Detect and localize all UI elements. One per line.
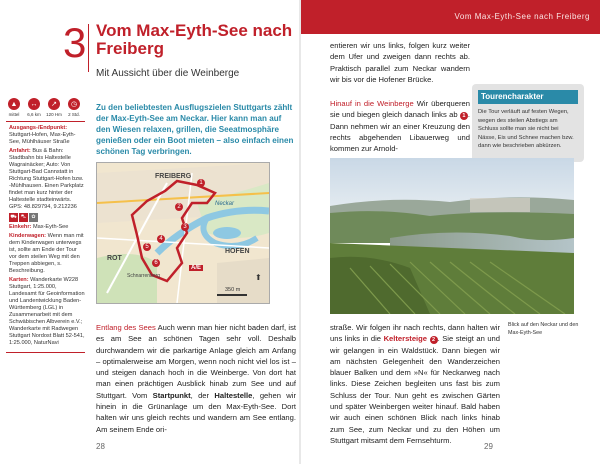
body-text: , der [190, 390, 215, 400]
arrival-label: Anfahrt: [9, 148, 31, 154]
body-text: , gehen wir hinein in die Grünanlage um den Max-Eyth-See. Dort halten wir uns gleich rechts und wandern am See entlang. Am seinem Ende ori- [96, 390, 296, 434]
running-head: Vom Max-Eyth-See nach Freiberg [454, 12, 590, 21]
section-heading: Hinauf in die Weinberge [330, 99, 414, 108]
body-text: . Dann nehmen wir an einer Kreuzung den rechts abgehenden Libauerweg und kommen zur Arnold- [330, 110, 470, 154]
body-text: straße. Wir folgen ihr nach rechts, dann halten wir uns links in die [330, 323, 500, 344]
route-map [96, 162, 270, 304]
map-waypoint: 6 [152, 259, 160, 267]
map-start-end-marker: A/E [191, 265, 202, 271]
mountain-icon: ▲ [8, 98, 20, 110]
body-text: Wir überqueren sie und biegen gleich danach links ab [330, 99, 470, 120]
stat-value: 2 Std. [68, 112, 80, 117]
right-body-bottom [330, 322, 500, 446]
intro-text: Zu den beliebtesten Ausflugszielen Stuttgarts zählt der Max-Eyth-See am Neckar. Hier kann man auf den Wiesen relaxen, grillen, die Seeatmosphäre genießen oder ein Boot mieten – also einfach einen schönen Tag verbringen. [96, 103, 294, 156]
route-map-graphic [97, 163, 269, 303]
waypoint-badge: 1 [460, 112, 468, 120]
stat-time [66, 98, 82, 117]
map-label-rot: ROT [107, 255, 122, 262]
facility-icons [9, 213, 85, 222]
map-waypoint: 1 [197, 179, 205, 187]
map-label-neckar: Neckar [215, 201, 235, 207]
waypoint-badge: 2 [430, 336, 438, 344]
arrival-text: Bus & Bahn: Stadtbahn bis Haltestelle Wagrainäcker; Auto: Von Stuttgart-Bad Cannstatt in Richtung Stuttgart-Hofen bzw. -Mühlhausen. Einen Parkplatz findet man kurz hinter der Haltestelle stadteinwärts. GPS: 48.829794, 9.212236 [9, 148, 84, 210]
stat-value: 6,6 km [27, 112, 41, 117]
start-text: Stuttgart-Hofen, Max-Eyth-See, Mühlhäuser Straße [9, 132, 76, 145]
photo-caption: Blick auf den Neckar und den Max-Eyth-See [508, 322, 579, 336]
rest-text: Max-Eyth-See [32, 224, 69, 230]
page-number-left: 28 [96, 442, 105, 451]
map-waypoint: 5 [143, 243, 151, 251]
tour-box-text: Die Tour verläuft auf festen Wegen, wegen des steilen Abstiegs am Schluss sollte man sie nicht bei Nässe, Eis und Schnee machen bzw. dann wie beschrieben abkürzen. [478, 109, 574, 150]
bold-term: Startpunkt [152, 390, 191, 400]
map-waypoint: 3 [181, 223, 189, 231]
right-body-mid [330, 98, 470, 154]
chapter-number: 3 [63, 19, 87, 66]
maps-label: Karten: [9, 277, 29, 283]
map-scale: 350 m [225, 287, 241, 293]
left-body [96, 322, 296, 435]
stat-value: 120 Hm [46, 112, 62, 117]
page-number-right: 29 [484, 442, 493, 451]
chapter-title: Vom Max-Eyth-See nach Freiberg [96, 21, 293, 58]
running-head-band [301, 0, 600, 34]
map-waypoint: 2 [175, 203, 183, 211]
bold-term: Keltersteige [383, 334, 428, 344]
map-scale-bar [217, 294, 247, 296]
stat-value: mittel [8, 112, 20, 117]
maps-text: Wanderkarte W228 Stuttgart, 1:25.000, Landesamt für Geoinformation und Landentwicklung Baden-Württemberg (LGL) in Zusammenarbeit mit dem Schwäbischen Albverein e.V.; Wanderkarte mit Radwegen Stuttgart Nordost Blatt 52-541, 1:25.000, NaturNavi [9, 277, 85, 346]
kids-label: Kinderwagen: [9, 233, 46, 239]
body-text: Auch wenn man hier nicht baden darf, ist es am See an schönen Tagen sehr voll. Deshalb durchwandern wir die parkartige Anlage gleich am Anfang – optimalerweise am Morgen, wenn noch nicht viel los ist – und steigen danach hoch in die Weinberge. Von dort hat man einen prächtigen Ausblick hinab zum See und auf Stuttgart. Vom [96, 323, 296, 400]
map-label-freiberg: FREIBERG [155, 173, 192, 180]
kids-text: Wenn man mit dem Kinderwagen unterwegs ist, sollte am Ende der Tour vor dem steilen Weg mit den Treppen abbiegen, s. Beschreibung. [9, 233, 84, 274]
north-arrow-icon: ⬆ [255, 273, 262, 282]
rest-label: Einkehr: [9, 224, 32, 230]
map-label-hofen: HOFEN [225, 248, 250, 255]
stat-ascent [46, 98, 62, 117]
neckar-vineyard-image [330, 158, 574, 314]
right-body-top: entieren wir uns links, folgen kurz weiter dem Ufer und zweigen dann rechts ab. Praktisch parallel zum Neckar wandern wir bis vor die Hofener Brücke. [330, 41, 470, 84]
section-heading: Entlang des Sees [96, 323, 156, 332]
tour-stats [6, 98, 82, 117]
stroller-icon: ✿ [29, 213, 38, 222]
ascent-icon: ↗ [48, 98, 60, 110]
car-icon: ⛍ [20, 214, 27, 220]
stat-distance [26, 98, 42, 117]
page-gutter [299, 0, 301, 464]
chapter-divider [88, 24, 89, 72]
bus-icon: ⛟ [10, 214, 17, 220]
start-label: Ausgangs-/Endpunkt: [9, 125, 68, 131]
map-label-schnarrenberg: Schnarrenberg [127, 273, 161, 279]
bold-term: Haltestelle [214, 390, 253, 400]
tour-box-title: Tourencharakter [478, 90, 578, 104]
landscape-photo [330, 158, 574, 314]
tour-info-column [6, 98, 84, 448]
time-icon: ◷ [68, 98, 80, 110]
distance-icon: ↔ [28, 98, 40, 110]
chapter-subtitle: Mit Aussicht über die Weinberge [96, 68, 240, 79]
tour-character-box [472, 84, 584, 162]
stat-difficulty [6, 98, 22, 117]
map-waypoint: 4 [157, 235, 165, 243]
body-text: . Sie steigt an und wir gelangen in ein Waldstück. Dann biegen wir am nächsten Gelegenheit den Wanderzeichen blauer Balken und dem »N« für Neckarweg nach links. Diese Zeichen begleiten uns fast bis zum Schluss der Tour. Nun geht es zwischen Gärten und später Weinbergen weiter hinauf. Bald haben wir auch einen schönen Blick nach links hinab zum See, zum Neckar und zu den Höhen um Stuttgart mitsamt dem Fernsehturm. [330, 334, 501, 445]
tour-info-box [6, 121, 85, 353]
